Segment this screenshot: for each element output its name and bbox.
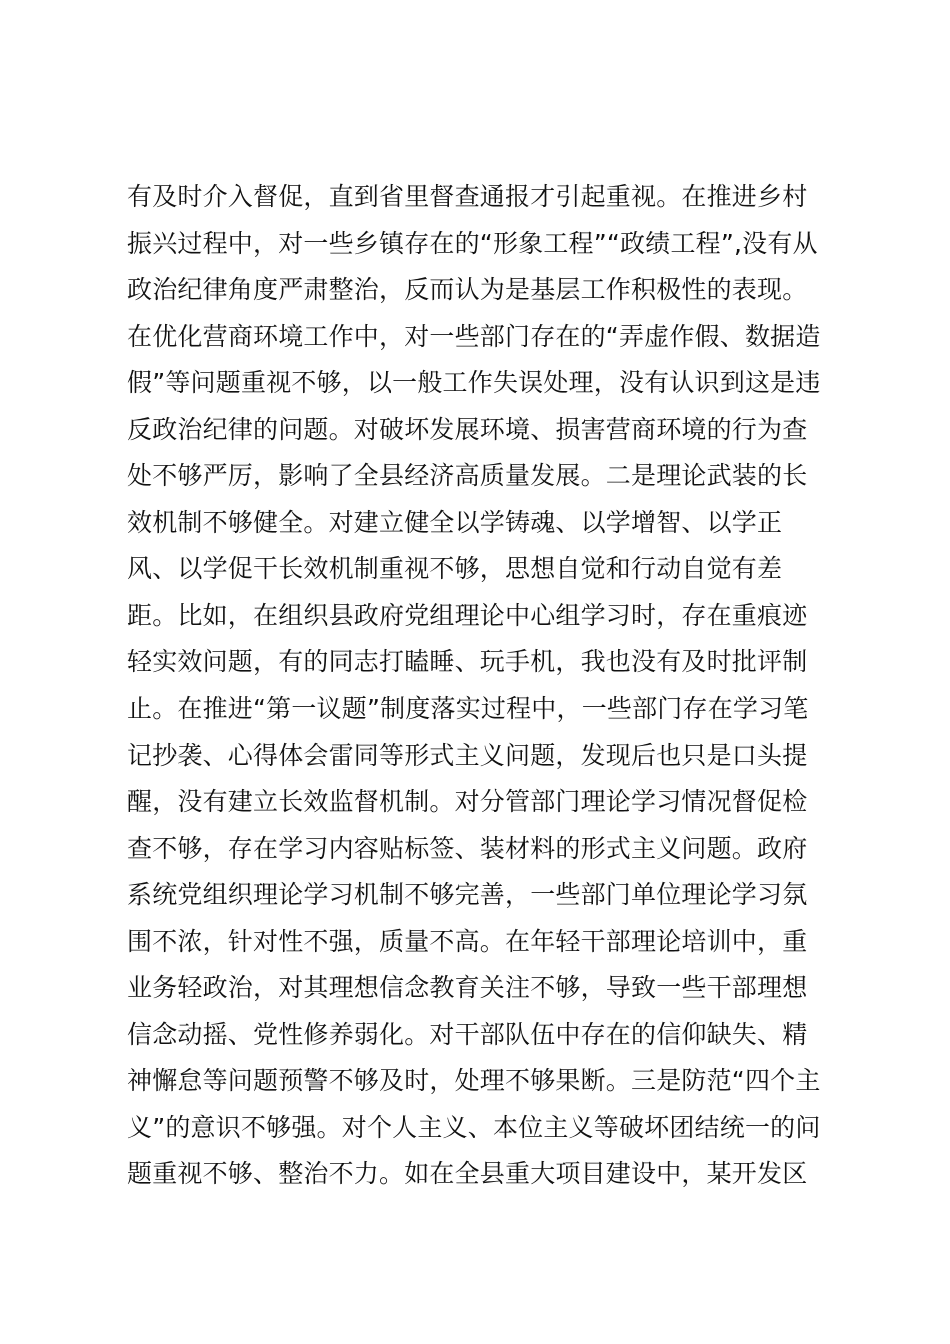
text-line-19: 信念动摇、党性修养弱化。对干部队伍中存在的信仰缺失、精	[127, 1019, 808, 1049]
text-line-15: 查不够，存在学习内容贴标签、装材料的形式主义问题。政府	[127, 833, 808, 863]
text-line-11: 轻实效问题，有的同志打瞌睡、玩手机，我也没有及时批评制	[127, 647, 808, 677]
text-line-18: 业务轻政治，对其理想信念教育关注不够，导致一些干部理想	[127, 973, 808, 1003]
text-line-6: 反政治纪律的问题。对破坏发展环境、损害营商环境的行为查	[127, 414, 808, 444]
text-line-20: 神懈怠等问题预警不够及时，处理不够果断。三是防范“四个主	[127, 1066, 821, 1096]
text-line-5: 假”等问题重视不够，以一般工作失误处理，没有认识到这是违	[127, 368, 821, 398]
text-line-17: 围不浓，针对性不强，质量不高。在年轻干部理论培训中，重	[127, 926, 808, 956]
text-line-4: 在优化营商环境工作中，对一些部门存在的“弄虚作假、数据造	[127, 321, 821, 351]
text-line-9: 风、以学促干长效机制重视不够，思想自觉和行动自觉有差	[127, 554, 783, 584]
text-line-16: 系统党组织理论学习机制不够完善，一些部门单位理论学习氛	[127, 880, 808, 910]
text-line-21: 义”的意识不够强。对个人主义、本位主义等破坏团结统一的问	[127, 1112, 821, 1142]
text-line-13: 记抄袭、心得体会雷同等形式主义问题，发现后也只是口头提	[127, 740, 808, 770]
text-line-3: 政治纪律角度严肃整治，反而认为是基层工作积极性的表现。	[127, 275, 808, 305]
text-line-22: 题重视不够、整治不力。如在全县重大项目建设中，某开发区	[127, 1159, 808, 1189]
text-line-12: 止。在推进“第一议题”制度落实过程中，一些部门存在学习笔	[127, 694, 809, 724]
text-line-8: 效机制不够健全。对建立健全以学铸魂、以学增智、以学正	[127, 507, 783, 537]
text-line-14: 醒，没有建立长效监督机制。对分管部门理论学习情况督促检	[127, 787, 808, 817]
body-text	[127, 174, 847, 1198]
text-line-1: 有及时介入督促，直到省里督查通报才引起重视。在推进乡村	[127, 182, 808, 211]
text-line-10: 距。比如，在组织县政府党组理论中心组学习时，存在重痕迹	[127, 600, 808, 630]
text-line-2: 振兴过程中，对一些乡镇存在的“形象工程”“政绩工程”,没有从	[127, 228, 818, 258]
text-line-7: 处不够严厉，影响了全县经济高质量发展。二是理论武装的长	[127, 461, 808, 491]
